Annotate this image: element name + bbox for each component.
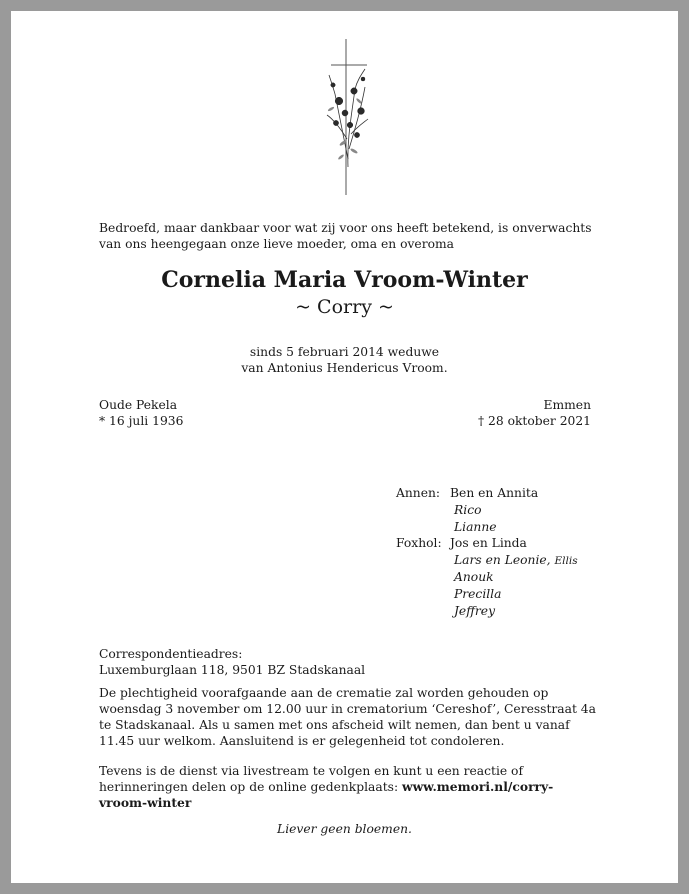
livestream-text xyxy=(99,763,599,811)
memorial-link[interactable]: www.memori.nl/corry-vroom-winter xyxy=(99,779,554,810)
widow-line-2: van Antonius Hendericus Vroom. xyxy=(241,361,448,375)
birth-info xyxy=(99,397,183,429)
grandchild-couple: Lars en Leonie, xyxy=(454,553,551,568)
grandchild-name: Jeffrey xyxy=(454,603,496,618)
grandchild-name: Precilla xyxy=(454,586,502,601)
birth-date: * 16 juli 1936 xyxy=(99,414,184,428)
family-couple: Jos en Linda xyxy=(450,536,527,551)
grandchild-name: Rico xyxy=(454,502,482,517)
correspondence-label: Correspondentieadres: xyxy=(99,647,243,661)
intro-text: Bedroefd, maar dankbaar voor wat zij voor ons heeft betekend, is onverwachts van ons heengegaan onze lieve moeder, oma en overoma xyxy=(99,221,592,251)
family-place: Annen: xyxy=(396,486,441,500)
deceased-nickname: ~ Corry ~ xyxy=(295,296,394,318)
widow-statement xyxy=(11,344,678,376)
deceased-name: Cornelia Maria Vroom-Winter xyxy=(161,267,528,293)
grandchild-name xyxy=(454,552,578,570)
death-place: Emmen xyxy=(543,398,591,412)
death-info xyxy=(478,397,591,429)
family-couple: Ben en Annita xyxy=(450,486,539,500)
birth-place: Oude Pekela xyxy=(99,398,178,412)
family-place: Foxhol: xyxy=(396,536,442,551)
widow-line-1: sinds 5 februari 2014 weduwe xyxy=(249,345,440,359)
correspondence-block xyxy=(99,646,365,678)
death-notice-card xyxy=(11,11,678,883)
correspondence-address: Luxemburglaan 118, 9501 BZ Stadskanaal xyxy=(99,663,366,677)
livestream-description: Tevens is de dienst via livestream te volgen en kunt u een reactie of herinneringen delen op de online gedenkplaats: xyxy=(99,764,524,794)
grandchild-name: Lianne xyxy=(454,519,497,534)
great-grandchild-name: Ellis xyxy=(554,555,578,568)
ceremony-text: De plechtigheid voorafgaande aan de crematie zal worden gehouden op woensdag 3 november om 12.00 uur in crematorium ‘Cereshof’, Ceresstraat 4a te Stadskanaal. Als u samen met ons afscheid wilt nemen, dan bent u vanaf 11.45 uur welkom. Aansluitend is er gelegenheid tot condoleren. xyxy=(99,686,596,748)
closing-note: Liever geen bloemen. xyxy=(277,822,412,836)
death-date: † 28 oktober 2021 xyxy=(477,414,591,428)
cross-with-flowers-icon xyxy=(321,39,371,195)
grandchild-name: Anouk xyxy=(454,569,494,584)
